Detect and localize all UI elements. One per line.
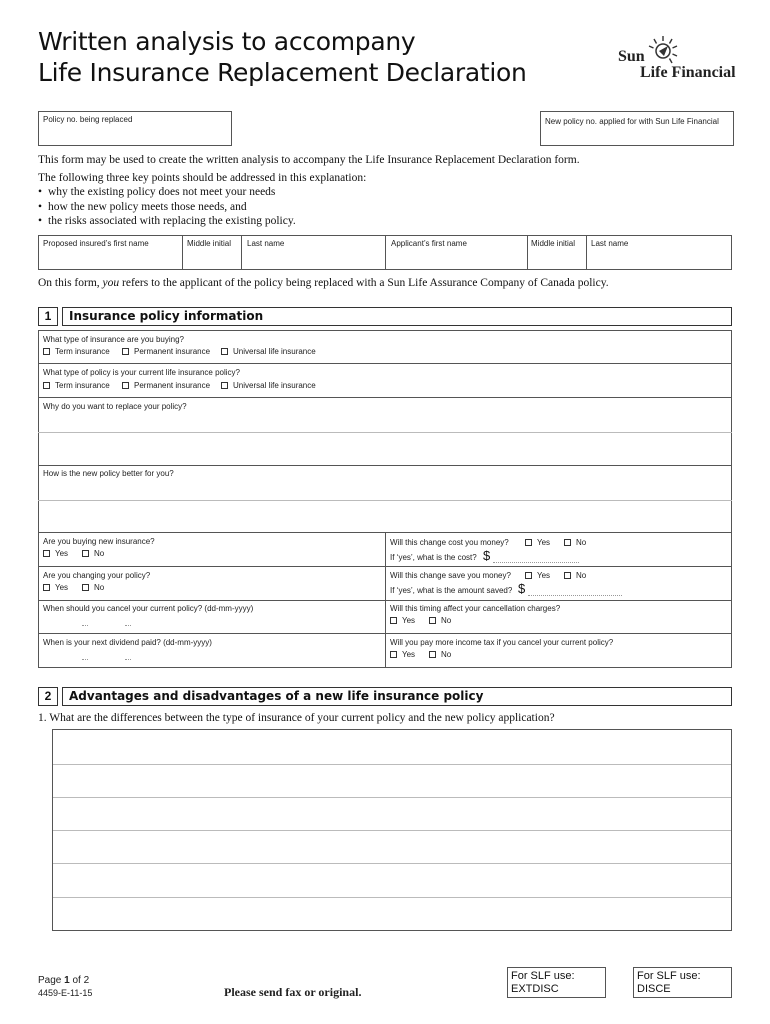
dividend-date-input[interactable] <box>43 650 153 664</box>
save-no[interactable] <box>564 571 586 580</box>
no-label: No <box>576 538 587 547</box>
q-buying-type-label: What type of insurance are you buying? <box>43 335 184 344</box>
cost-no[interactable] <box>564 538 586 547</box>
intro-bullet: • how the new policy meets those needs, and <box>38 200 580 215</box>
buying-term-option[interactable] <box>43 347 110 356</box>
option-label: Universal life insurance <box>233 347 316 356</box>
last-name-label: Last name <box>247 239 285 248</box>
slf-use-code: EXTDISC <box>511 983 559 995</box>
new-policy-label: New policy no. applied for with Sun Life Financial <box>545 117 719 126</box>
slf-use-code: DISCE <box>637 983 671 995</box>
buying-universal-option[interactable] <box>221 347 316 356</box>
form-code: 4459-E-11-15 <box>38 988 93 998</box>
tax-yes[interactable] <box>390 650 415 659</box>
yes-label: Yes <box>402 616 416 625</box>
q-save-label: Will this change save you money? <box>390 571 511 580</box>
checkbox[interactable] <box>390 651 397 658</box>
policy-replaced-field[interactable] <box>38 111 232 146</box>
slf-use-label: For SLF use: <box>511 970 575 982</box>
current-universal-option[interactable] <box>221 381 316 390</box>
logo-life-financial-text: Life Financial <box>640 64 736 81</box>
checkbox[interactable] <box>221 348 228 355</box>
buying-new-no[interactable] <box>82 549 104 558</box>
checkbox[interactable] <box>43 382 50 389</box>
option-label: Permanent insurance <box>134 347 211 356</box>
current-term-option[interactable] <box>43 381 110 390</box>
option-label: Term insurance <box>55 347 110 356</box>
checkbox[interactable] <box>82 584 89 591</box>
intro-line-2: The following three key points should be addressed in this explanation: <box>38 171 367 184</box>
you-note <box>38 277 609 289</box>
applicant-last-name-label: Last name <box>591 239 629 248</box>
middle-initial-input[interactable] <box>183 250 240 269</box>
q-save-if-label: If ‘yes’, what is the amount saved? <box>390 586 513 595</box>
last-name-input[interactable] <box>242 250 384 269</box>
middle-initial-label: Middle initial <box>187 239 232 248</box>
q-cost-if-label: If ‘yes’, what is the cost? <box>390 553 477 562</box>
section-1-title: Insurance policy information <box>62 307 732 326</box>
no-label: No <box>94 549 105 558</box>
section-1-number: 1 <box>38 307 58 326</box>
title-line-1: Written analysis to accompany <box>38 27 416 56</box>
section-2-title: Advantages and disadvantages of a new life insurance policy <box>62 687 732 706</box>
you-note-post: refers to the applicant of the policy being replaced with a Sun Life Assurance Company of Canada policy. <box>122 277 609 289</box>
why-input[interactable] <box>39 413 731 464</box>
q-changing-label: Are you changing your policy? <box>43 571 151 580</box>
q-cost-label: Will this change cost you money? <box>390 538 509 547</box>
logo-sun-text: Sun <box>618 48 645 65</box>
checkbox[interactable] <box>43 550 50 557</box>
applicant-first-name-input[interactable] <box>386 250 526 269</box>
cost-yes[interactable] <box>525 538 550 547</box>
page-post: of 2 <box>69 975 90 986</box>
checkbox[interactable] <box>564 539 571 546</box>
proposed-first-name-label: Proposed insured’s first name <box>43 239 149 248</box>
section-2-number: 2 <box>38 687 58 706</box>
sun-logo-icon <box>646 34 680 68</box>
q-dividend-label: When is your next dividend paid? (dd-mm-yyyy) <box>43 638 212 647</box>
new-policy-field[interactable] <box>540 111 734 146</box>
no-label: No <box>441 616 452 625</box>
cost-dollar-sign: $ <box>483 548 491 563</box>
save-yes[interactable] <box>525 571 550 580</box>
q-better-label: How is the new policy better for you? <box>43 469 174 478</box>
no-label: No <box>441 650 452 659</box>
checkbox[interactable] <box>122 382 129 389</box>
cancel-date-input[interactable] <box>43 616 153 630</box>
yes-label: Yes <box>55 549 69 558</box>
better-input[interactable] <box>39 480 731 531</box>
buying-new-yes[interactable] <box>43 549 68 558</box>
checkbox[interactable] <box>564 572 571 579</box>
checkbox[interactable] <box>525 539 532 546</box>
slf-use-label: For SLF use: <box>637 970 701 982</box>
slf-use-box-1 <box>507 967 606 998</box>
intro-line-1: This form may be used to create the written analysis to accompany the Life Insurance Replacement Declaration form. <box>38 154 580 166</box>
q-current-type-label: What type of policy is your current life insurance policy? <box>43 368 240 377</box>
yes-label: Yes <box>402 650 416 659</box>
q-tax-label: Will you pay more income tax if you cancel your current policy? <box>390 638 614 647</box>
checkbox[interactable] <box>43 348 50 355</box>
page-number <box>38 975 89 986</box>
changing-no[interactable] <box>82 583 104 592</box>
page-pre: Page <box>38 975 65 986</box>
option-label: Universal life insurance <box>233 381 316 390</box>
applicant-middle-initial-label: Middle initial <box>531 239 576 248</box>
save-amount-input[interactable] <box>528 595 622 596</box>
yes-label: Yes <box>537 571 551 580</box>
checkbox[interactable] <box>221 382 228 389</box>
no-label: No <box>94 583 105 592</box>
checkbox[interactable] <box>122 348 129 355</box>
proposed-first-name-input[interactable] <box>39 250 181 269</box>
yes-label: Yes <box>537 538 551 547</box>
intro-bullet: • the risks associated with replacing the existing policy. <box>38 214 580 229</box>
buying-permanent-option[interactable] <box>122 347 210 356</box>
no-label: No <box>576 571 587 580</box>
you-note-pre: On this form, <box>38 277 100 289</box>
page-title <box>38 26 527 88</box>
checkbox[interactable] <box>525 572 532 579</box>
page-num: 1 <box>64 975 70 986</box>
q-why-label: Why do you want to replace your policy? <box>43 402 187 411</box>
q-timing-label: Will this timing affect your cancellation charges? <box>390 604 561 613</box>
section-2-question-1: 1. What are the differences between the type of insurance of your current policy and the new policy application? <box>38 712 555 724</box>
q-cancel-when-label: When should you cancel your current policy? (dd-mm-yyyy) <box>43 604 254 613</box>
cost-amount-input[interactable] <box>493 562 579 563</box>
checkbox[interactable] <box>82 550 89 557</box>
send-instruction: Please send fax or original. <box>224 985 362 999</box>
current-permanent-option[interactable] <box>122 381 210 390</box>
timing-no[interactable] <box>429 616 451 625</box>
checkbox[interactable] <box>390 617 397 624</box>
timing-yes[interactable] <box>390 616 415 625</box>
checkbox[interactable] <box>429 617 436 624</box>
title-line-2: Life Insurance Replacement Declaration <box>38 58 527 87</box>
applicant-middle-initial-input[interactable] <box>528 250 585 269</box>
intro-bullet: • why the existing policy does not meet your needs <box>38 185 580 200</box>
option-label: Permanent insurance <box>134 381 211 390</box>
changing-yes[interactable] <box>43 583 68 592</box>
save-dollar-sign: $ <box>518 581 526 596</box>
intro-text <box>38 153 580 229</box>
you-note-you: you <box>102 277 120 289</box>
q-buying-new-label: Are you buying new insurance? <box>43 537 155 546</box>
slf-use-box-2 <box>633 967 732 998</box>
yes-label: Yes <box>55 583 69 592</box>
policy-replaced-label: Policy no. being replaced <box>43 115 133 124</box>
option-label: Term insurance <box>55 381 110 390</box>
tax-no[interactable] <box>429 650 451 659</box>
applicant-last-name-input[interactable] <box>587 250 731 269</box>
checkbox[interactable] <box>429 651 436 658</box>
checkbox[interactable] <box>43 584 50 591</box>
sun-life-logo <box>612 34 736 86</box>
applicant-first-name-label: Applicant’s first name <box>391 239 467 248</box>
